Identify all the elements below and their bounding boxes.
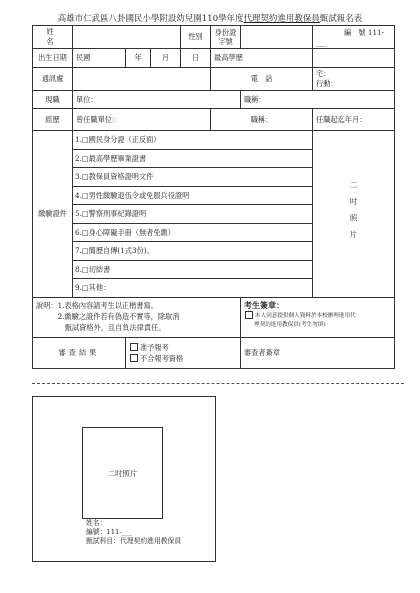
doc-item[interactable]: 7.□簡歷自傳(1式3份)。 [73, 242, 312, 261]
card-name-line: 姓名： [86, 519, 107, 527]
consent-line-2: 理契約進用教保員(考生勿填) [254, 321, 326, 328]
address-field[interactable] [73, 68, 211, 91]
reviewer-label: 審查者簽章 [241, 337, 395, 368]
form-title [0, 12, 420, 24]
consent-text: 本人同意提供個人資料於本校辦理進用代 [255, 312, 356, 319]
photo-cell [313, 131, 395, 298]
doc-item[interactable]: 2.□最高學歷畢業證書 [73, 150, 312, 169]
note-line: 2.繳驗之證件若有偽造不實等，除取消 [36, 311, 180, 321]
birth-year: 年 [126, 49, 151, 68]
birth-day: 日 [181, 49, 211, 68]
name-label: 姓 名 [33, 26, 73, 49]
title-prefix: 高雄市仁武區八卦國民小學附設幼兒園110學年度 [57, 13, 244, 23]
review-option-label: 准予報考 [140, 342, 169, 352]
number-cell [313, 26, 395, 49]
doc-item[interactable]: 3.□教保員資格證明文件 [73, 168, 312, 187]
history-unit: 曾任職單位： [73, 109, 211, 131]
registration-form [32, 25, 395, 369]
id-label: 身份證字號 [211, 26, 241, 49]
address-label: 通訊處 [33, 68, 73, 91]
history-period: 任職起迄年月： [313, 109, 395, 131]
card-photo-box [82, 427, 163, 519]
card-subject-line: 甄試科目：代理契約進用教保員 [86, 537, 182, 545]
doc-item[interactable]: 4.□男性繳驗退伍令或免服兵役證明 [73, 187, 312, 206]
number-value: 111-___ [316, 27, 385, 47]
phone-home: 宅： [316, 69, 331, 78]
review-option-rejected[interactable] [129, 353, 237, 364]
doc-item[interactable]: 8.□切結書 [73, 261, 312, 280]
card-photo-label: 二吋照片 [107, 468, 138, 478]
docs-label: 繳驗證件 [33, 131, 73, 298]
title-suffix: 甄試報名表 [319, 13, 363, 23]
history-label: 經歷 [33, 109, 73, 131]
consent-line-1 [244, 311, 391, 321]
current-title: 職稱： [241, 91, 395, 109]
history-title: 職稱： [211, 109, 313, 131]
card-number-line: 編號：111-___ [86, 528, 132, 536]
phone-cell [313, 68, 395, 91]
cut-line [32, 383, 404, 384]
name-field[interactable] [73, 26, 181, 49]
photo-label: 二吋照片 [349, 180, 359, 247]
signature-label: 考生簽章： [244, 299, 285, 310]
birth-era: 民國 [73, 49, 126, 68]
birth-month: 月 [151, 49, 181, 68]
review-options [126, 337, 241, 368]
gender-label: 性別 [181, 26, 211, 49]
note-line: 說明：1.表格內容請考生以正楷書寫。 [36, 300, 158, 310]
notes-cell [33, 297, 241, 337]
current-unit: 單位： [73, 91, 241, 109]
doc-item[interactable]: 5.□警察刑事紀錄證明 [73, 205, 312, 224]
title-highlight: 代理契約進用教保員 [243, 13, 320, 23]
consent-checkbox[interactable] [245, 311, 253, 319]
number-label: 編 號 [344, 27, 366, 37]
card-info [86, 519, 181, 546]
admission-card [32, 396, 216, 562]
review-result-label: 審查結果 [33, 337, 126, 368]
edu-field[interactable] [313, 49, 395, 68]
docs-checklist [73, 131, 312, 297]
phone-label: 電 話 [211, 68, 313, 91]
review-option-approved[interactable] [129, 342, 237, 353]
doc-item[interactable]: 9.□其他： [75, 283, 111, 292]
birth-label: 出生日期 [33, 49, 73, 68]
review-option-label: 不合報考資格 [140, 353, 184, 363]
doc-item[interactable]: 1.□國民身分證（正反面） [73, 131, 312, 150]
note-line: 甄試資格外，且自負法律責任。 [36, 322, 166, 332]
id-field[interactable] [241, 26, 313, 49]
doc-item[interactable]: 6.□身心障礙手冊（無者免繳） [73, 224, 312, 243]
signature-cell [241, 297, 395, 337]
current-job-label: 現職 [33, 91, 73, 109]
checkbox-icon [130, 354, 138, 362]
phone-mobile: 行動： [316, 79, 338, 88]
edu-label: 最高學歷 [211, 49, 313, 68]
docs-list-cell [73, 131, 313, 298]
checkbox-icon [130, 343, 138, 351]
